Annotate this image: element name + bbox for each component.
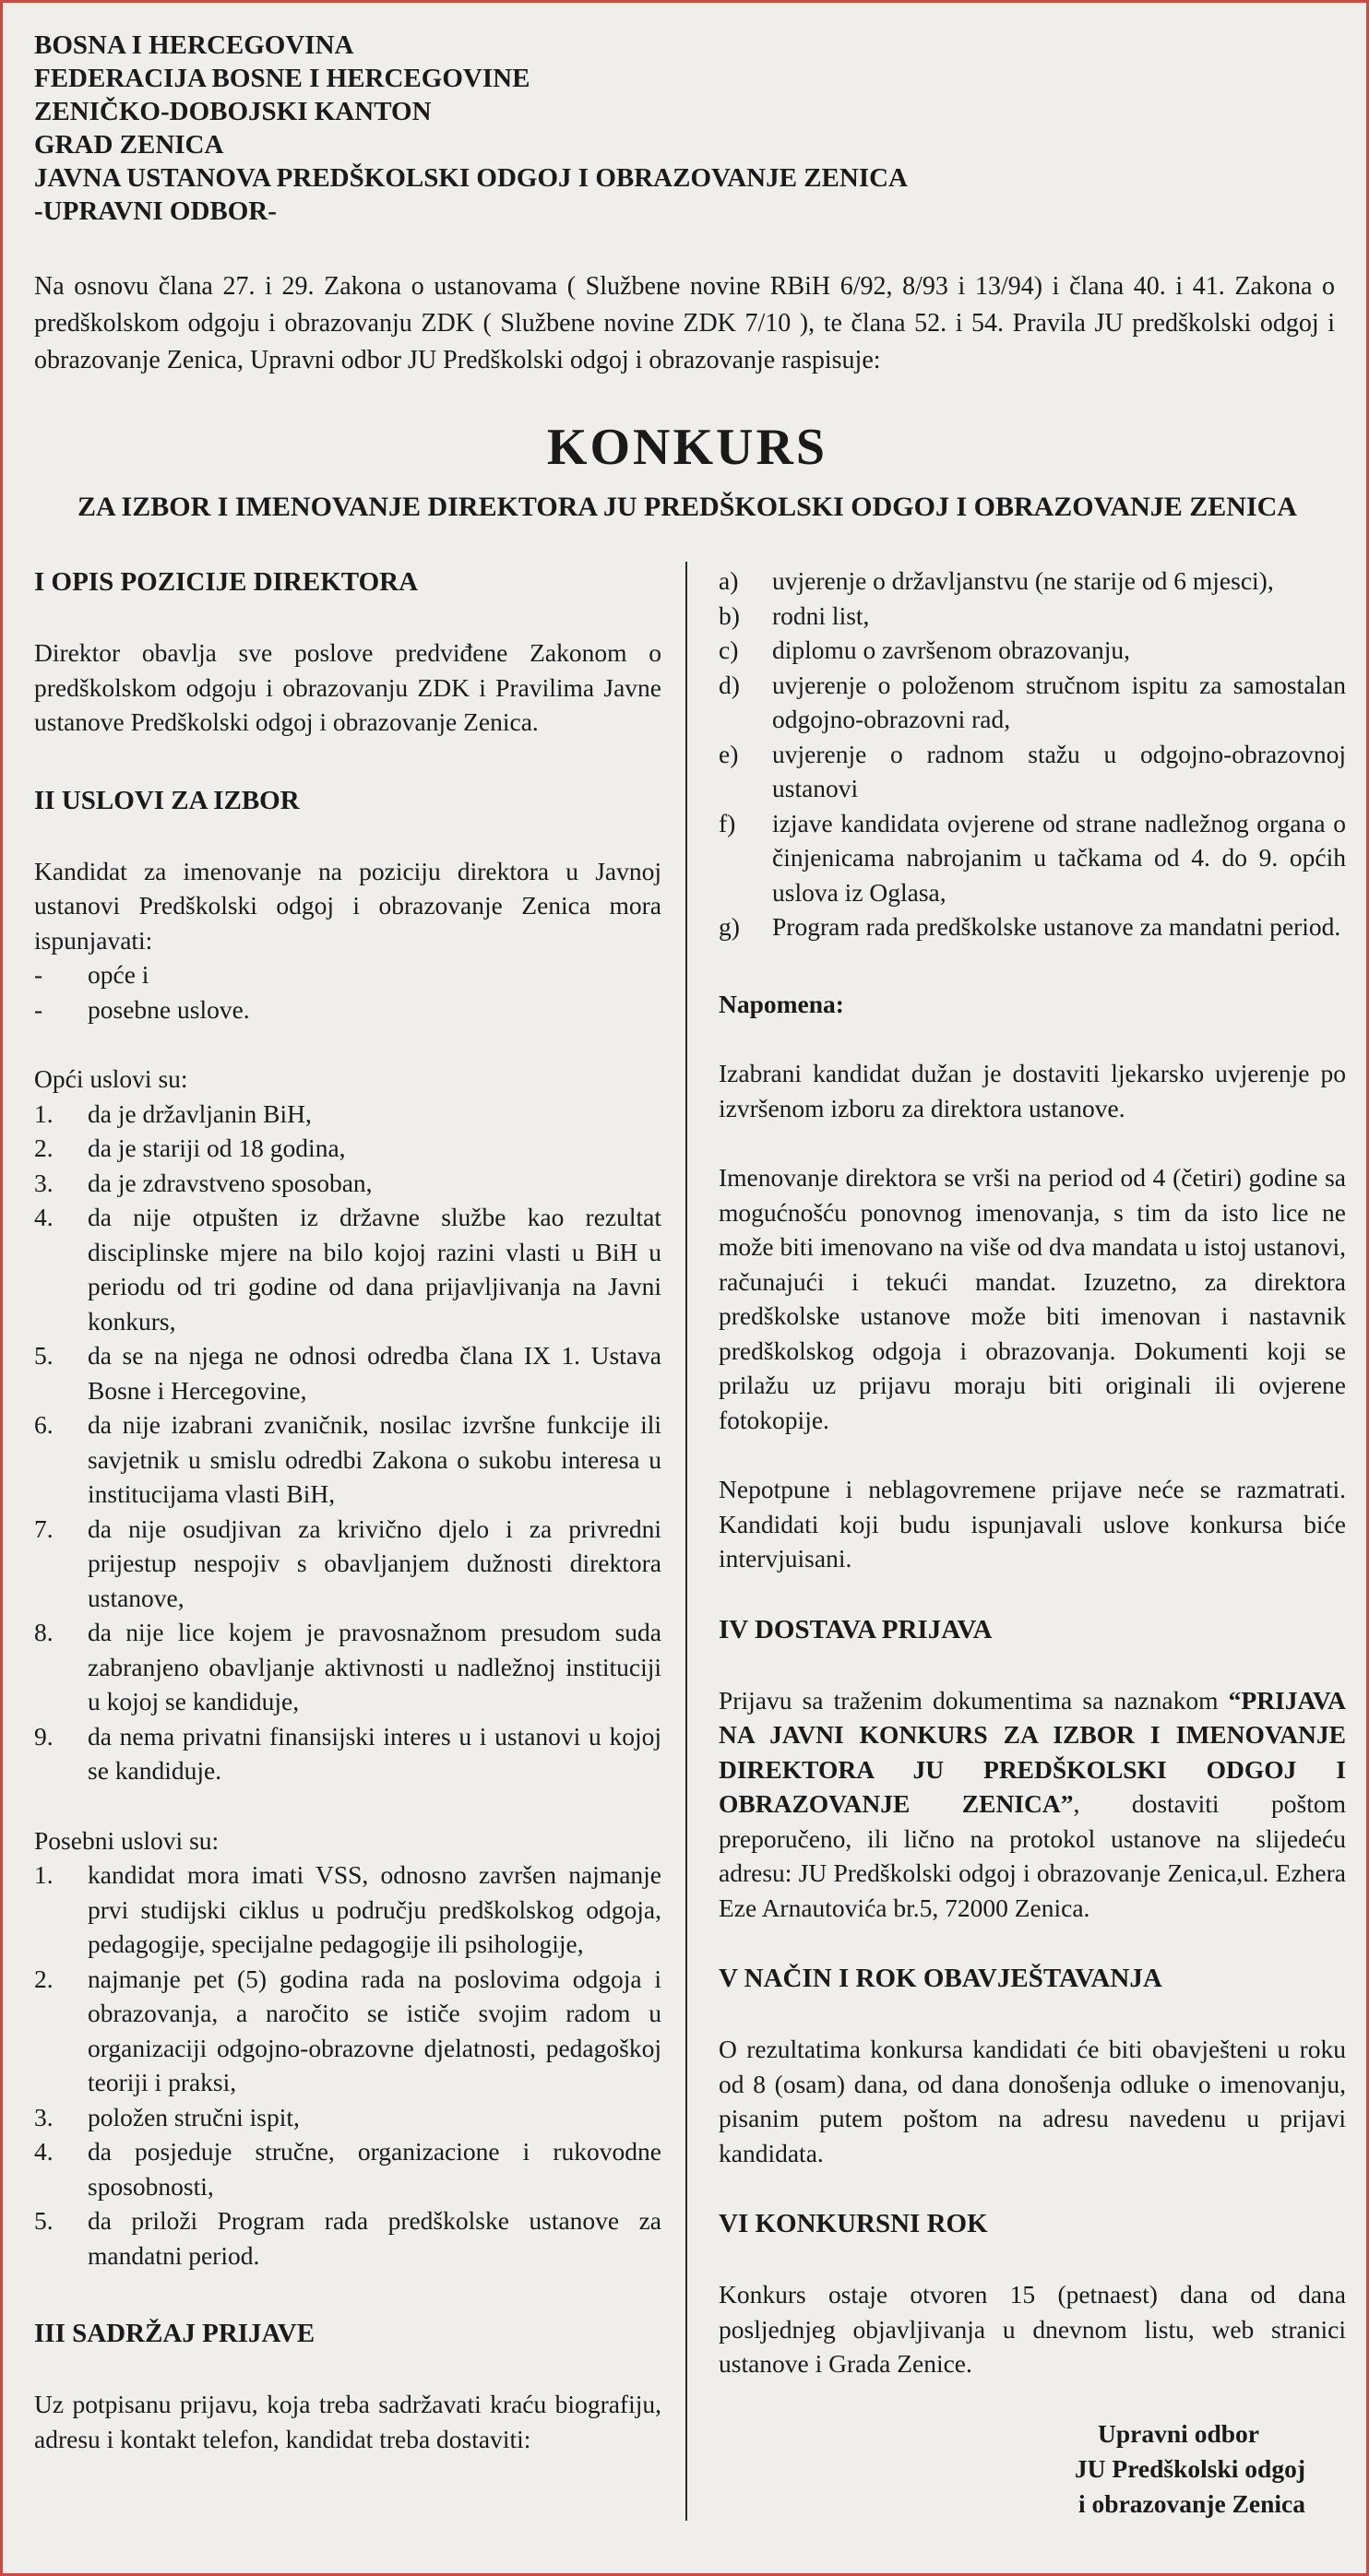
dash-list xyxy=(34,957,661,1027)
header-line: ZENIČKO-DOBOJSKI KANTON xyxy=(34,97,432,126)
section-heading-dostava: IV DOSTAVA PRIJAVA xyxy=(719,1614,993,1644)
intro-paragraph: Na osnovu člana 27. i 29. Zakona o ustanovama ( Službene novine RBiH 6/92, 8/93 i 13/94) i člana 40. i 41. Zakona o predškolskom odgoju i obrazovanju ZDK ( Službene novine ZDK 7/10 ), te člana 52. i 54. Pravila JU predškolski odgoj i obrazovanje Zenica, Upravni odbor JU Predškolski odgoj i obrazovanje raspisuje: xyxy=(34,272,1335,374)
list-item: 7. da nije osudjivan za krivično djelo i za privredni prijestup nespojiv s obavljanjem dužnosti direktora ustanove, xyxy=(34,1514,661,1612)
list-item: f) izjave kandidata ovjerene od strane nadležnog organa o činjenicama nabrojanim u tačkama od 4. do 9. općih uslova iz Oglasa, xyxy=(719,808,1346,907)
header-line: GRAD ZENICA xyxy=(34,130,224,160)
document-subtitle: ZA IZBOR I IMENOVANJE DIREKTORA JU PREDŠKOLSKI ODGOJ I OBRAZOVANJE ZENICA xyxy=(77,492,1297,522)
list-item: - opće i xyxy=(34,960,149,989)
signature-line: Upravni odbor xyxy=(1098,2418,1259,2448)
note-paragraph: Nepotpune i neblagovremene prijave neće se razmatrati. Kandidati koji budu ispunjavali uslove konkursa biće intervjuisani. xyxy=(719,1475,1346,1573)
list-item: 3. položen stručni ispit, xyxy=(34,2102,300,2131)
list-item: 4. da nije otpušten iz državne službe kao rezultat disciplinske mjere na bilo kojoj razini vlasti u BiH u periodu od tri godine od dana prijavljivanja na Javni konkurs, xyxy=(34,1203,661,1335)
list-item: 2. najmanje pet (5) godina rada na poslovima odgoja i obrazovanja, a naročito se ističe svojim radom u organizaciji odgojno-obrazovne djelatnosti, pedagoškoj teoriji i praksi, xyxy=(34,1964,661,2096)
section-text-sadrzaj: Uz potpisanu prijavu, koja treba sadržavati kraću biografiju, adresu i kontakt telefon, kandidat treba dostaviti: xyxy=(34,2390,661,2453)
section-heading-sadrzaj: III SADRŽAJ PRIJAVE xyxy=(34,2319,315,2348)
list-item: 8. da nije lice kojem je pravosnažnom presudom suda zabranjeno obavljanje aktivnosti u nadležnoj instituciji u kojoj se kandiduje, xyxy=(34,1618,661,1715)
special-conditions-list xyxy=(34,1858,661,2273)
list-item: 1. kandidat mora imati VSS, odnosno završen najmanje prvi studijski ciklus u području predškolskog odgoja, pedagogije, specijalne pedagogije ili psihologije, xyxy=(34,1860,661,1958)
section-text-dostava: Prijavu sa traženim dokumentima sa naznakom “PRIJAVA NA JAVNI KONKURS ZA IZBOR I IMENOVANJE DIREKTORA JU PREDŠKOLSKI ODGOJ I OBRAZOVANJE ZENICA”, dostaviti poštom preporučeno, ili lično na protokol ustanove na slijedeću adresu: JU Predškolski odgoj i obrazovanje Zenica,ul. Ezhera Eze Arnautovića br.5, 72000 Zenica. xyxy=(719,1685,1347,1922)
header-line: BOSNA I HERCEGOVINA xyxy=(34,30,354,60)
note-paragraph: Izabrani kandidat dužan je dostaviti ljekarsko uvjerenje po izvršenom izboru za direktora ustanove. xyxy=(719,1059,1346,1122)
list-item: 5. da priloži Program rada predškolske ustanove za mandatni period. xyxy=(34,2206,661,2270)
list-item: a) uvjerenje o državljanstvu (ne starije od 6 mjesci), xyxy=(719,566,1274,595)
general-conditions-list xyxy=(34,1097,661,1788)
left-column xyxy=(34,564,661,2456)
section-text-rok: Konkurs ostaje otvoren 15 (petnaest) dana od dana posljednjeg objavljivanja u dnevnom listu, web stranici ustanove i Grada Zenice. xyxy=(719,2280,1346,2378)
list-item: 4. da posjeduje stručne, organizacione i rukovodne sposobnosti, xyxy=(34,2137,661,2201)
list-item: d) uvjerenje o položenom stručnom ispitu za samostalan odgojno-obrazovni rad, xyxy=(719,670,1346,733)
list-item: 5. da se na njega ne odnosi odredba člana IX 1. Ustava Bosne i Hercegovine, xyxy=(34,1341,661,1405)
section-heading-uslovi: II USLOVI ZA IZBOR xyxy=(34,785,300,815)
signature-line: i obrazovanje Zenica xyxy=(1078,2488,1305,2518)
header-line: FEDERACIJA BOSNE I HERCEGOVINE xyxy=(34,64,530,93)
list-item: g) Program rada predškolske ustanove za mandatni period. xyxy=(719,912,1341,941)
document-header xyxy=(34,29,1233,228)
list-item: 2. da je stariji od 18 godina, xyxy=(34,1134,346,1162)
section-text-obavjestavanje: O rezultatima konkursa kandidati će biti obavješteni u roku od 8 (osam) dana, od dana donošenja odluke o imenovanju, pisanim putem poštom na adresu navedenu u prijavi kandidata. xyxy=(719,2035,1346,2167)
general-conditions-label: Opći uslovi su: xyxy=(34,1064,188,1093)
list-item: 9. da nema privatni finansijski interes u i ustanovi u kojoj se kandiduje. xyxy=(34,1721,661,1785)
section-text-opis: Direktor obavlja sve poslove predviđene Zakonom o predškolskom odgoju i obrazovanju ZDK i Pravilima Javne ustanove Predškolski odgoj i obrazovanje Zenica. xyxy=(34,638,661,736)
header-line: -UPRAVNI ODBOR- xyxy=(34,196,277,226)
documents-list xyxy=(719,564,1346,944)
signature-block xyxy=(719,2416,1346,2522)
list-item: b) rodni list, xyxy=(719,600,870,630)
right-column xyxy=(719,564,1346,2522)
note-label: Napomena: xyxy=(719,989,844,1018)
section-heading-rok: VI KONKURSNI ROK xyxy=(719,2209,988,2238)
list-item: 1. da je državljanin BiH, xyxy=(34,1098,312,1128)
header-line: JAVNA USTANOVA PREDŠKOLSKI ODGOJ I OBRAZOVANJE ZENICA xyxy=(34,163,909,193)
list-item: 6. da nije izabrani zvaničnik, nosilac izvršne funkcije ili savjetnik u smislu odredbi Zakona o sukobu interesa u institucijama vlasti BiH, xyxy=(34,1410,661,1508)
note-paragraph: Imenovanje direktora se vrši na period od 4 (četiri) godine sa mogućnošću ponovnog imenovanja, s tim da isto lice ne može biti imenovano na više od dva mandata u istoj ustanovi, računajući i tekući mandat. Izuzetno, za direktora predškolske ustanove može biti imenovan i nastavnik predškolskog odgoja i obrazovanja. Dokumenti koji se prilažu uz prijavu moraju biti originali ili ovjerene fotokopije. xyxy=(719,1163,1346,1434)
list-item: 3. da je zdravstveno sposoban, xyxy=(34,1168,373,1197)
section-heading-obavjestavanje: V NAČIN I ROK OBAVJEŠTAVANJA xyxy=(719,1964,1162,1993)
column-divider xyxy=(685,562,687,2521)
special-conditions-label: Posebni uslovi su: xyxy=(34,1825,220,1855)
list-item: - posebne uslove. xyxy=(34,994,250,1024)
list-item: e) uvjerenje o radnom stažu u odgojno-obrazovnoj ustanovi xyxy=(719,739,1346,802)
signature-line: JU Predškolski odgoj xyxy=(1074,2453,1305,2483)
section-text-uslovi: Kandidat za imenovanje na poziciju direktora u Javnoj ustanovi Predškolski odgoj i obrazovanje Zenica mora ispunjavati: xyxy=(34,856,661,955)
document-title: KONKURS xyxy=(546,419,828,476)
section-heading-opis: I OPIS POZICIJE DIREKTORA xyxy=(34,567,419,597)
list-item: c) diplomu o završenom obrazovanju, xyxy=(719,635,1130,664)
